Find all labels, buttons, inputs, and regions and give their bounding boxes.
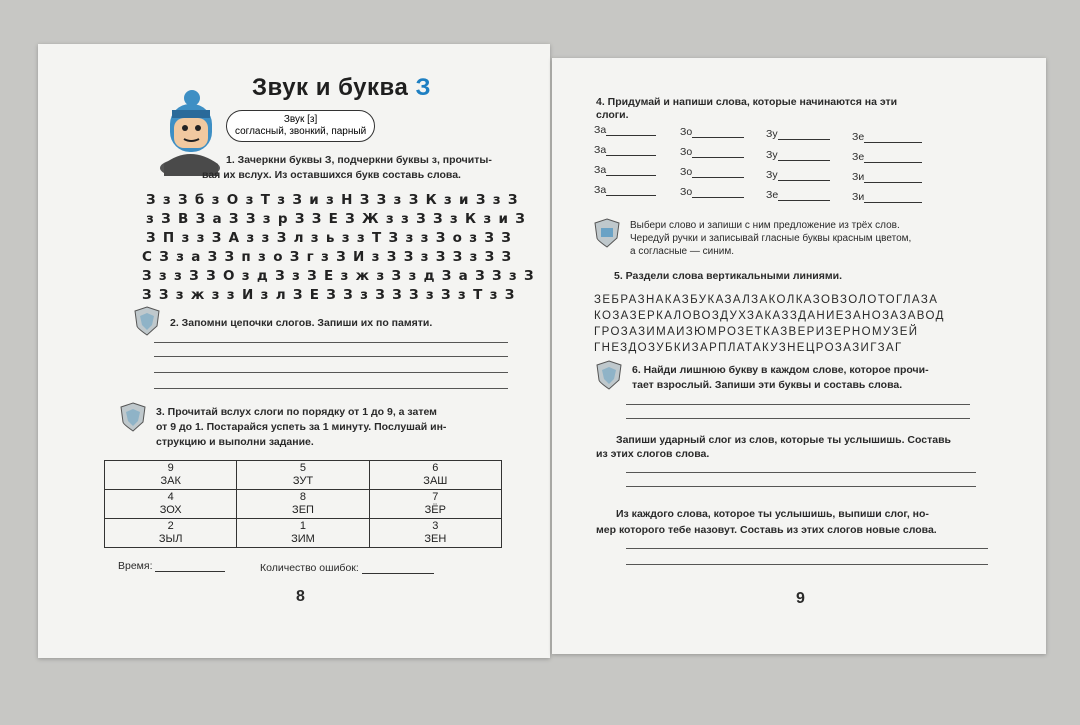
errors-field[interactable] (362, 573, 434, 574)
letter-chain[interactable]: ГНЕЗДОЗУБКИЗАРПЛАТАКУЗНЕЦРОЗАЗИГЗАГ (594, 342, 903, 354)
word-blank[interactable] (692, 197, 744, 198)
table-cell: 5 ЗУТ (237, 461, 369, 490)
word-blank[interactable] (606, 195, 656, 196)
syllable-item: Зи (852, 171, 922, 183)
word-blank[interactable] (778, 180, 830, 181)
syllable-item: Зе (852, 131, 922, 143)
task1-text: 1. Зачеркни буквы З, подчеркни буквы з, прочиты- (226, 154, 492, 166)
stress-task-text-2: из этих слогов слова. (596, 448, 710, 460)
task2-text: 2. Запомни цепочки слогов. Запиши их по памяти. (170, 317, 433, 329)
syllable-item: За (594, 144, 656, 156)
page-number: 9 (796, 590, 805, 607)
hint-text-3: а согласные — синим. (630, 246, 735, 257)
word-blank[interactable] (778, 139, 830, 140)
table-cell: 1 ЗИМ (237, 519, 369, 548)
answer-line[interactable] (626, 548, 988, 549)
answer-line[interactable] (626, 418, 970, 419)
syllable-item: Зи (852, 191, 922, 203)
word-blank[interactable] (778, 200, 830, 201)
syllable-item: За (594, 124, 656, 136)
numbered-task-text-2: мер которого тебе назовут. Составь из этих слогов новые слова. (596, 524, 937, 536)
task6-text-2: тает взрослый. Запиши эти буквы и составь слова. (632, 379, 903, 391)
hint-text: Выбери слово и запиши с ним предложение из трёх слов. (630, 220, 900, 231)
table-cell: 3 ЗЕН (369, 519, 501, 548)
answer-line[interactable] (626, 564, 988, 565)
table-cell: 6 ЗАШ (369, 461, 501, 490)
page-number: 8 (296, 588, 305, 605)
letter-chain[interactable]: КОЗАЗЕРКАЛОВОЗДУХЗАКАЗЗДАНИЕЗАНОЗАЗАВОД (594, 310, 945, 322)
word-blank[interactable] (864, 142, 922, 143)
letter-row: З з З б з О з Т з З и з Н З З з З К з и З з З (146, 192, 519, 208)
answer-line[interactable] (626, 472, 976, 473)
task3-text-3: струкцию и выполни задание. (156, 436, 314, 448)
right-page (552, 58, 1046, 654)
word-blank[interactable] (606, 155, 656, 156)
task6-text: 6. Найди лишнюю букву в каждом слове, которое прочи- (632, 364, 929, 376)
word-blank[interactable] (864, 202, 922, 203)
shield-book-icon (594, 218, 620, 248)
syllable-table (104, 460, 502, 548)
task4-text-2: слоги. (596, 109, 629, 121)
letter-chain[interactable]: ЗЕБРАЗНАКАЗБУКАЗАЛЗАКОЛКАЗОВЗОЛОТОГЛАЗА (594, 294, 939, 306)
hint-text-2: Чередуй ручки и записывай гласные буквы красным цветом, (630, 233, 912, 244)
page-title: Звук и буква З (252, 74, 432, 101)
left-page (38, 44, 550, 658)
answer-line[interactable] (154, 342, 508, 343)
table-cell: 2 ЗЫЛ (105, 519, 237, 548)
time-field[interactable] (155, 571, 225, 572)
shield-icon (596, 360, 622, 390)
numbered-task-text: Из каждого слова, которое ты услышишь, выпиши слог, но- (616, 508, 929, 520)
answer-line[interactable] (626, 404, 970, 405)
syllable-item: Зу (766, 169, 830, 181)
word-blank[interactable] (692, 137, 744, 138)
syllable-item: Зо (680, 166, 744, 178)
syllable-item: Зо (680, 146, 744, 158)
errors-label: Количество ошибок: (260, 562, 434, 574)
letter-row: З П з з З А з з З л з ь з з Т З з з З о з З З (146, 230, 513, 246)
table-cell: 8 ЗЕП (237, 490, 369, 519)
syllable-item: Зе (852, 151, 922, 163)
answer-line[interactable] (154, 372, 508, 373)
syllable-item: За (594, 184, 656, 196)
syllable-item: За (594, 164, 656, 176)
letter-row: з З В З а З З з р З З Е З Ж з з З З з К з и З (146, 211, 527, 227)
word-blank[interactable] (692, 177, 744, 178)
letter-row: З з з З З О з д З з З Е з ж з З з д З а З З з З (142, 268, 535, 284)
word-blank[interactable] (606, 175, 656, 176)
word-blank[interactable] (864, 162, 922, 163)
task5-text: 5. Раздели слова вертикальными линиями. (614, 270, 843, 282)
knight-mascot-illustration (156, 84, 230, 176)
table-cell: 4 ЗОХ (105, 490, 237, 519)
word-blank[interactable] (864, 182, 922, 183)
task3-text-2: от 9 до 1. Постарайся успеть за 1 минуту. Послушай ин- (156, 421, 447, 433)
word-blank[interactable] (606, 135, 656, 136)
table-cell: 7 ЗЁР (369, 490, 501, 519)
answer-line[interactable] (626, 486, 976, 487)
stress-task-text: Запиши ударный слог из слов, которые ты услышишь. Составь (616, 434, 952, 446)
table-cell: 9 ЗАК (105, 461, 237, 490)
answer-line[interactable] (154, 388, 508, 389)
answer-line[interactable] (154, 356, 508, 357)
syllable-item: Зу (766, 149, 830, 161)
letter-row: З З з ж з з И з л З Е З З з З З З з З з Т з З (142, 287, 516, 303)
shield-icon (120, 402, 146, 432)
word-blank[interactable] (778, 160, 830, 161)
syllable-item: Зо (680, 186, 744, 198)
shield-icon (134, 306, 160, 336)
syllable-item: Зо (680, 126, 744, 138)
word-blank[interactable] (692, 157, 744, 158)
sound-info-bubble: Звук [з] согласный, звонкий, парный (226, 110, 375, 142)
letter-chain[interactable]: ГРОЗАЗИМАИЗЮМРОЗЕТКАЗВЕРИЗЕРНОМУЗЕЙ (594, 326, 919, 338)
task4-text: 4. Придумай и напиши слова, которые начинаются на эти (596, 96, 898, 108)
task1-text-2: вая их вслух. Из оставшихся букв составь слова. (202, 169, 461, 181)
time-label: Время: (118, 560, 225, 572)
syllable-item: Зу (766, 128, 830, 140)
syllable-item: Зе (766, 189, 830, 201)
letter-row: С З з а З З п з о З г з З И з З З з З З з З З (142, 249, 513, 265)
task3-text: 3. Прочитай вслух слоги по порядку от 1 до 9, а затем (156, 406, 437, 418)
